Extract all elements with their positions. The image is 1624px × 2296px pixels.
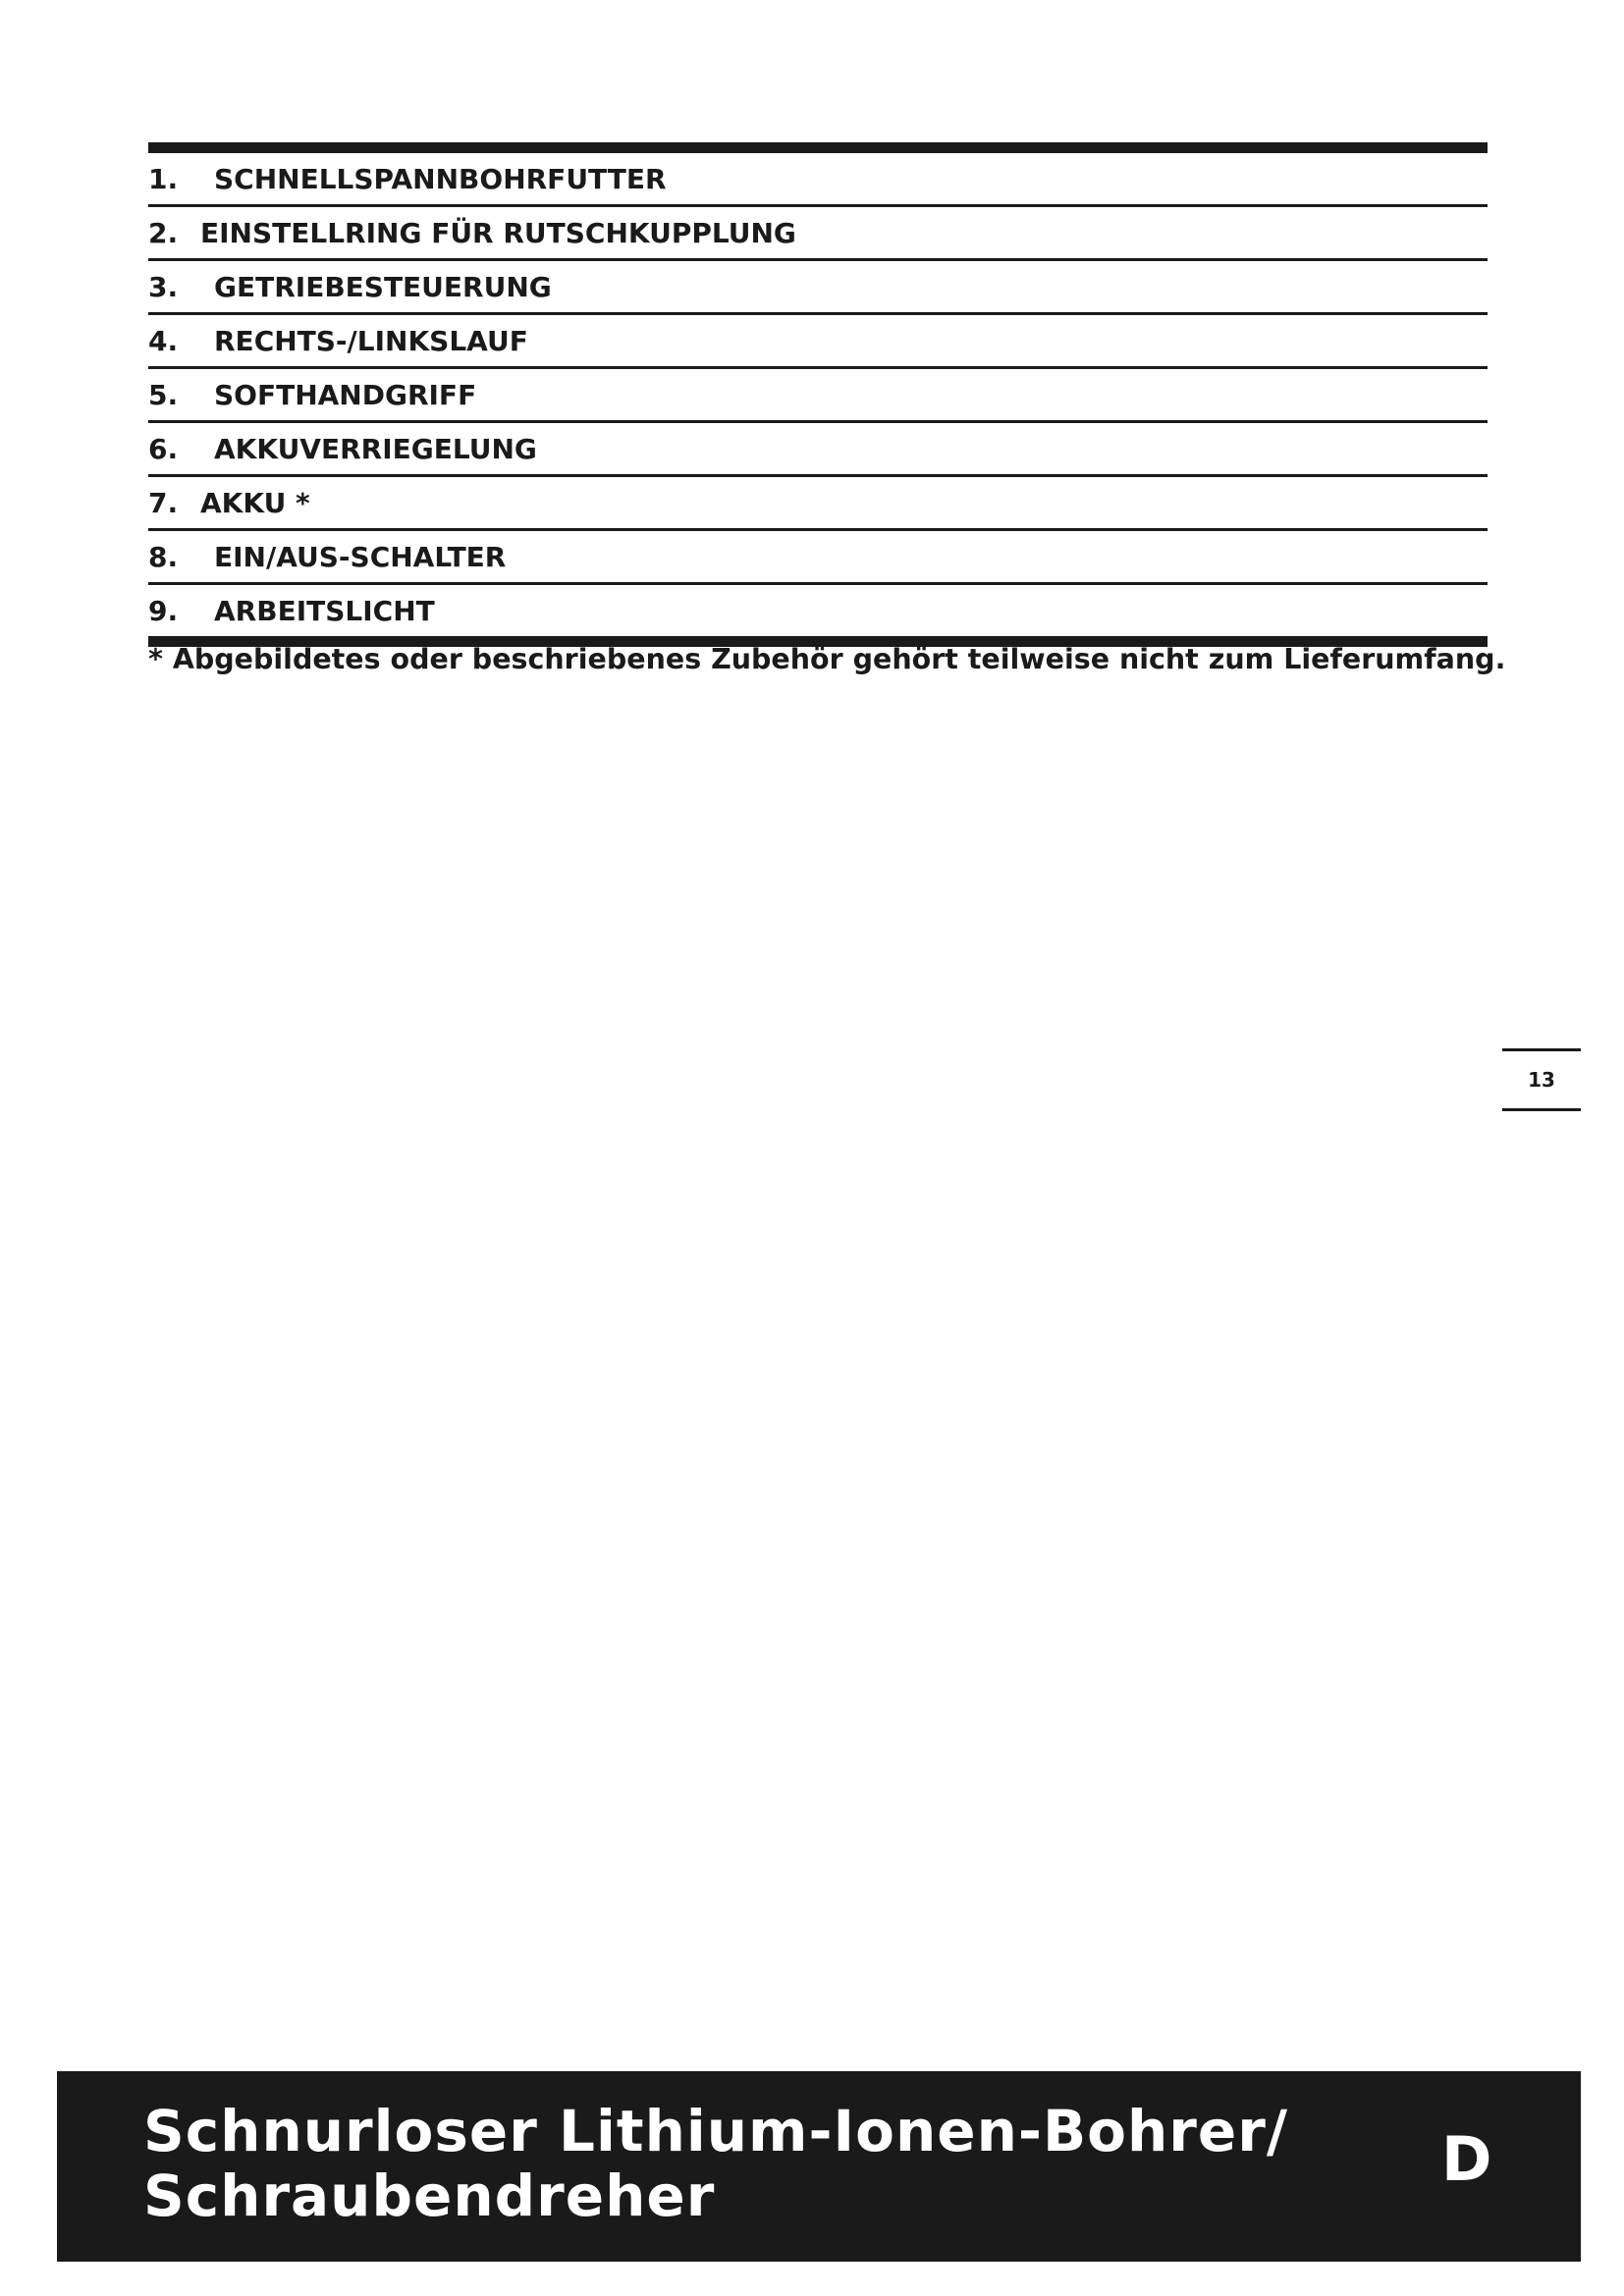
item-label: AKKUVERRIEGELUNG [214, 432, 537, 465]
item-label: AKKU * [200, 486, 310, 519]
item-label: ARBEITSLICHT [214, 594, 435, 627]
list-item [148, 423, 1488, 477]
accessory-footnote: * Abgebildetes oder beschriebenes Zubehör gehört teilweise nicht zum Lieferumfang. [148, 643, 1506, 675]
list-item [148, 585, 1488, 636]
item-number: 2. [148, 216, 179, 249]
title-line-1: Schnurloser Lithium-Ionen-Bohrer/ [143, 2098, 1289, 2164]
item-label: SCHNELLSPANNBOHRFUTTER [214, 162, 667, 195]
item-number: 6. [148, 432, 179, 465]
item-number: 1. [148, 162, 179, 195]
list-item [148, 531, 1488, 585]
list-item [148, 261, 1488, 315]
item-number: 4. [148, 324, 179, 357]
item-number: 5. [148, 378, 179, 411]
list-item [148, 207, 1488, 261]
item-label: EIN/AUS-SCHALTER [214, 540, 507, 573]
item-label: EINSTELLRING FÜR RUTSCHKUPPLUNG [200, 216, 796, 249]
item-number: 3. [148, 270, 179, 303]
item-number: 7. [148, 486, 179, 519]
page-number: 13 [1502, 1048, 1581, 1111]
item-label: RECHTS-/LINKSLAUF [214, 324, 528, 357]
item-label: GETRIEBESTEUERUNG [214, 270, 552, 303]
list-item [148, 153, 1488, 207]
language-code: D [1441, 2123, 1492, 2195]
list-item [148, 315, 1488, 369]
item-label: SOFTHANDGRIFF [214, 378, 477, 411]
list-item [148, 369, 1488, 423]
title-banner [57, 2071, 1581, 2262]
parts-list [148, 142, 1488, 647]
title-line-2: Schraubendreher [143, 2163, 716, 2229]
page-title [143, 2099, 1288, 2228]
item-number: 8. [148, 540, 179, 573]
item-number: 9. [148, 594, 179, 627]
list-item [148, 477, 1488, 531]
